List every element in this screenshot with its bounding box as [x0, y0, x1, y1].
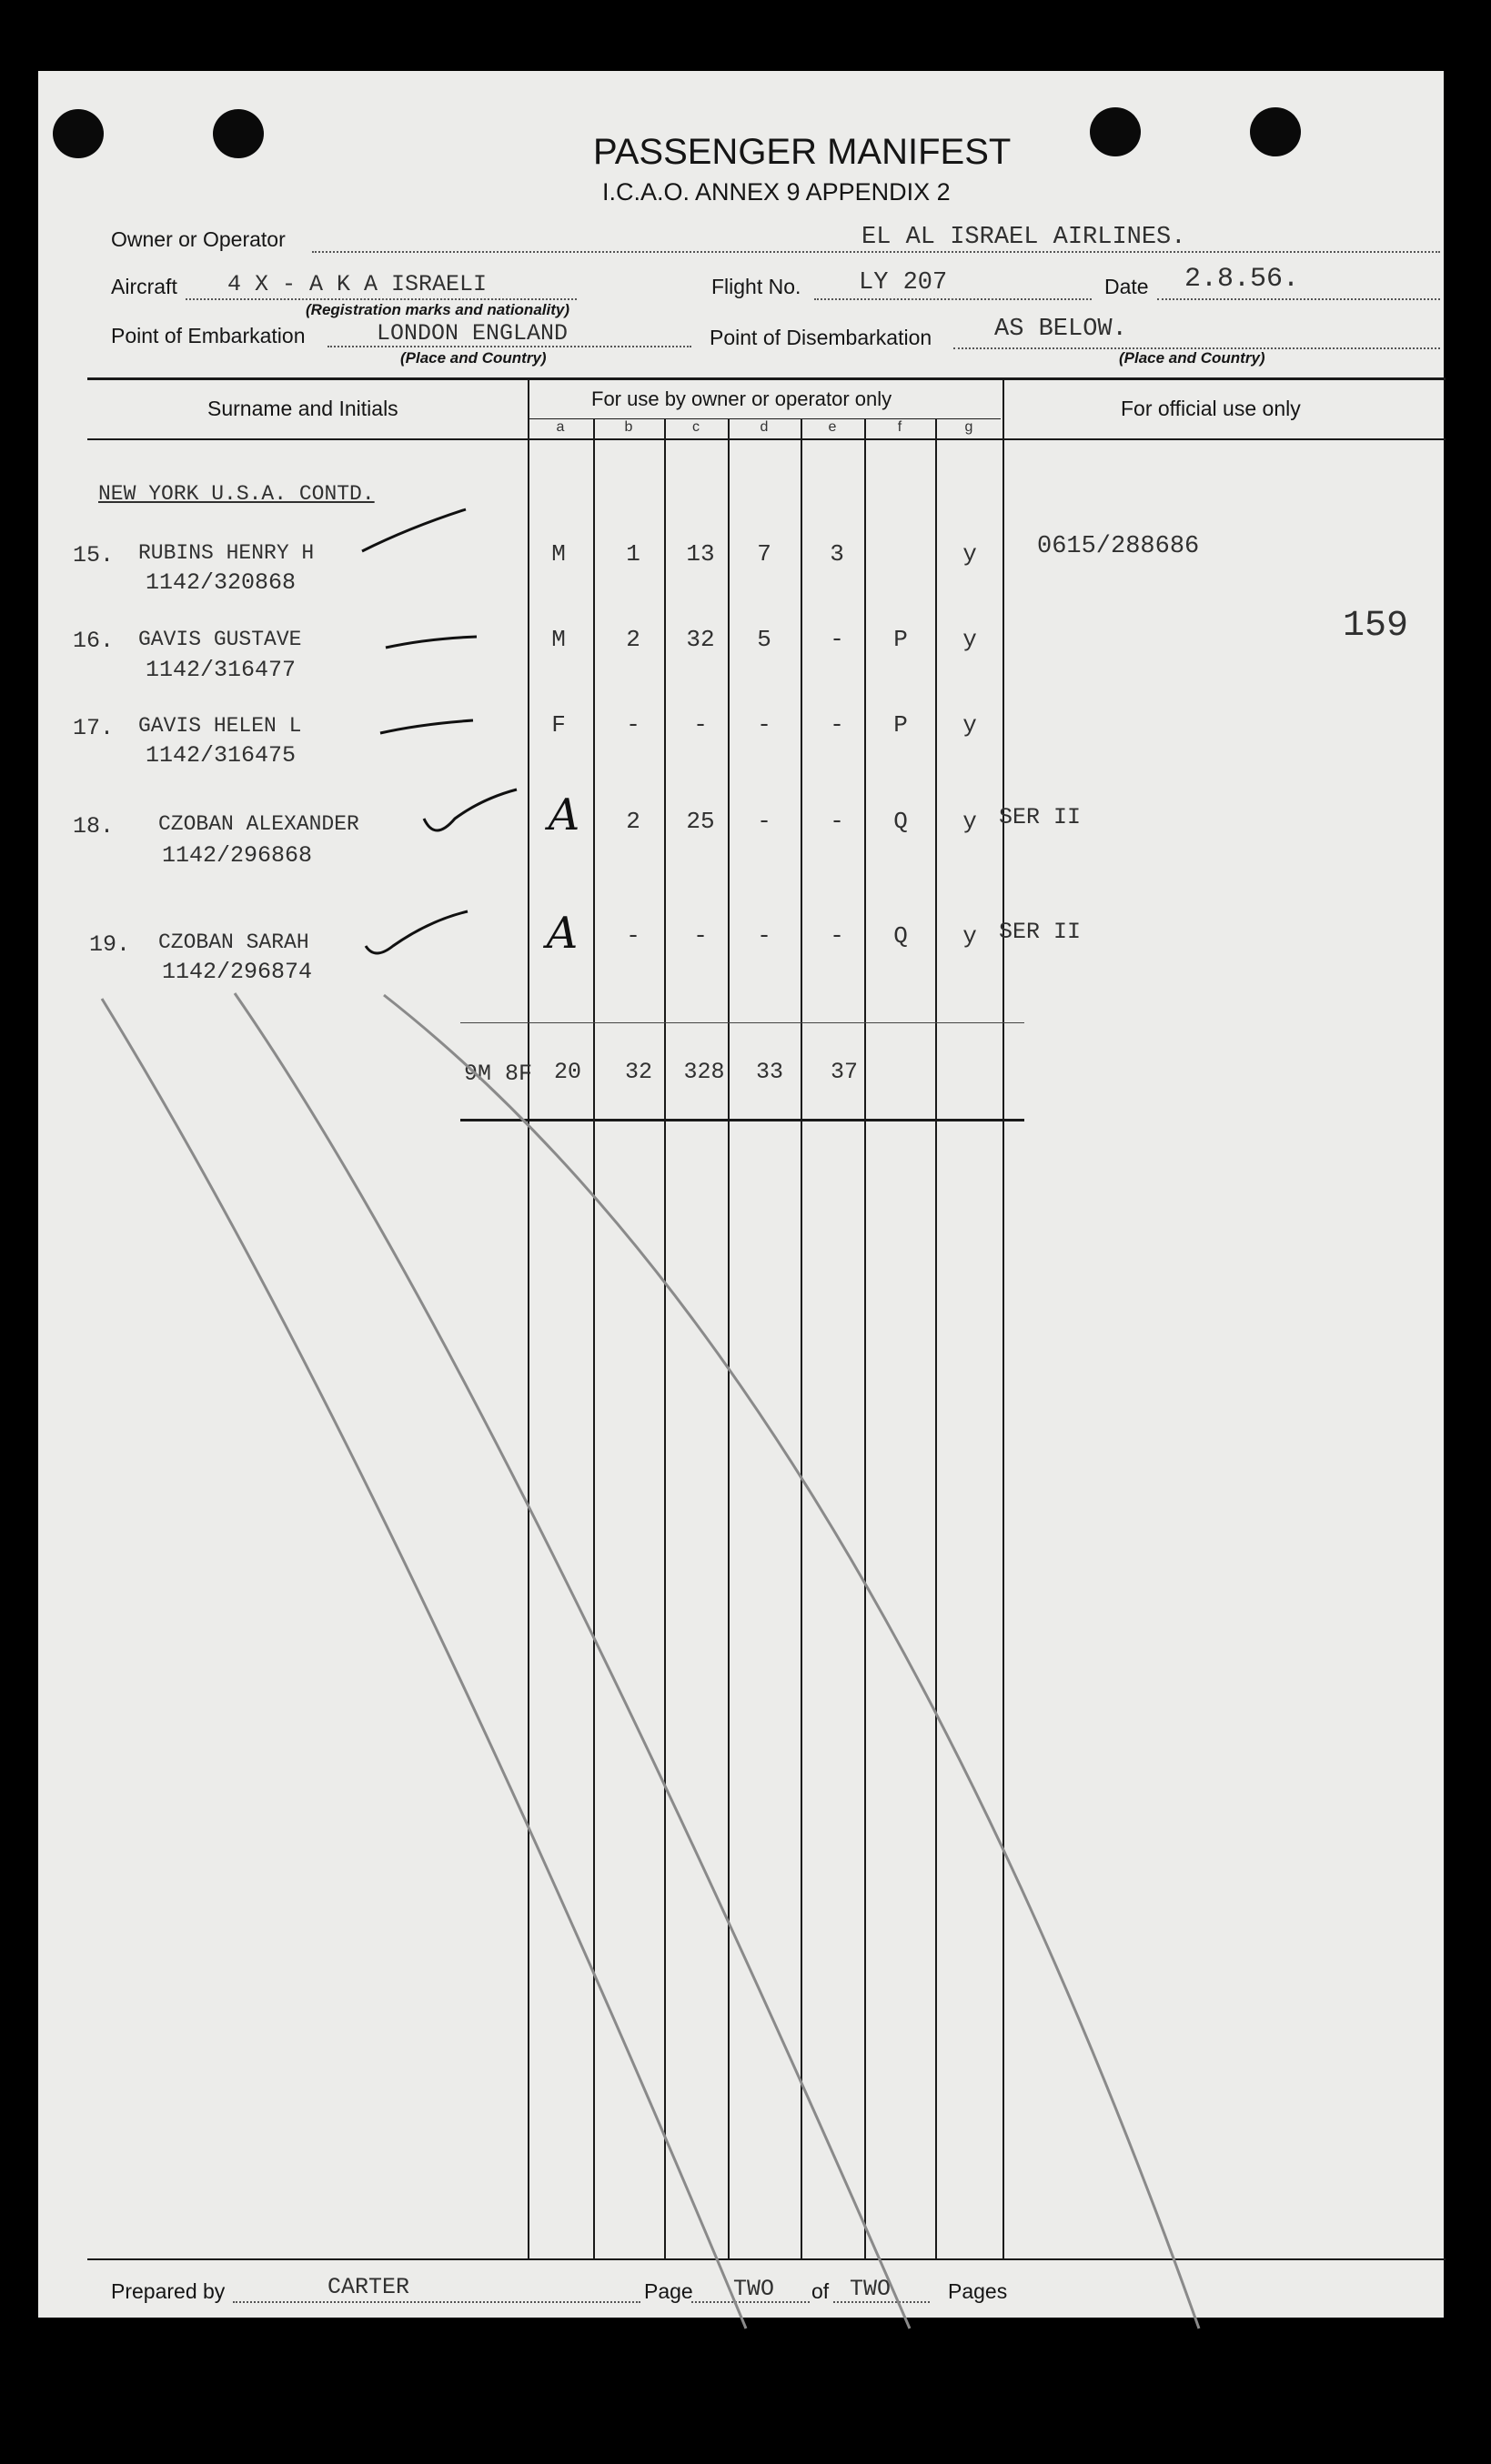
cell-g: y	[962, 711, 977, 739]
cell-e: -	[830, 626, 844, 653]
pages-label: Pages	[948, 2279, 1008, 2303]
cell-a: M	[551, 540, 566, 568]
cell-d: -	[757, 922, 771, 950]
date-value: 2.8.56.	[1184, 264, 1300, 295]
check-mark	[366, 911, 468, 953]
of-value: TWO	[850, 2276, 892, 2302]
flight-label: Flight No.	[711, 275, 801, 298]
cell-d: -	[757, 711, 771, 739]
passenger-ref: 1142/316477	[146, 657, 297, 683]
subcol-a: a	[556, 419, 565, 435]
total-a: 20	[553, 1059, 581, 1085]
totals-prefix: 9M 8F	[464, 1061, 533, 1087]
embark-note: (Place and Country)	[400, 349, 547, 367]
margin-number: 159	[1343, 606, 1409, 647]
cell-g: y	[962, 922, 977, 950]
cell-f: P	[893, 626, 908, 653]
check-mark	[424, 789, 517, 830]
pencil-stroke	[102, 999, 746, 2328]
cell-g: y	[962, 808, 977, 835]
check-mark	[386, 637, 477, 648]
row-number: 18.	[73, 813, 115, 840]
aircraft-label: Aircraft	[111, 275, 177, 298]
prepared-value: CARTER	[327, 2274, 410, 2300]
cell-d: 7	[757, 540, 771, 568]
subcol-g: g	[964, 419, 973, 435]
cell-a: F	[551, 711, 566, 739]
cell-e: 3	[830, 540, 844, 568]
of-label: of	[811, 2279, 830, 2303]
aircraft-note: (Registration marks and nationality)	[306, 301, 569, 318]
form-title: PASSENGER MANIFEST	[593, 132, 1012, 172]
cell-c: 13	[686, 540, 715, 568]
cell-d: -	[757, 808, 771, 835]
pencil-stroke	[235, 993, 910, 2328]
check-mark	[380, 720, 473, 733]
col-header-official: For official use only	[1121, 397, 1301, 420]
cell-b: 2	[626, 626, 640, 653]
total-e: 37	[830, 1059, 858, 1085]
passenger-ref: 1142/320868	[146, 569, 297, 596]
cell-f: Q	[893, 808, 908, 835]
cell-c: -	[693, 711, 708, 739]
cell-e: -	[830, 808, 844, 835]
disembark-value: AS BELOW.	[994, 316, 1127, 343]
passenger-ref: 1142/296868	[162, 842, 313, 869]
prepared-label: Prepared by	[111, 2279, 226, 2303]
cell-c: -	[693, 922, 708, 950]
cell-b: -	[626, 922, 640, 950]
owner-label: Owner or Operator	[111, 227, 286, 251]
page-value: TWO	[733, 2276, 775, 2302]
disembark-label: Point of Disembarkation	[710, 326, 932, 349]
subcol-f: f	[897, 419, 902, 435]
disembark-note: (Place and Country)	[1119, 349, 1265, 367]
passenger-name: RUBINS HENRY H	[138, 541, 315, 565]
check-mark	[362, 509, 466, 551]
official-entry: SER II	[999, 919, 1082, 945]
official-entry: SER II	[999, 804, 1082, 830]
cell-b: 2	[626, 808, 640, 835]
aircraft-value: 4 X - A K A ISRAELI	[227, 271, 488, 297]
embark-value: LONDON ENGLAND	[377, 320, 569, 347]
cell-g: y	[962, 626, 977, 653]
cell-c: 32	[686, 626, 715, 653]
total-d: 33	[755, 1059, 783, 1085]
cell-a-handwritten: A	[548, 789, 580, 840]
passenger-name: CZOBAN SARAH	[158, 930, 309, 954]
passenger-name: GAVIS GUSTAVE	[138, 628, 302, 651]
owner-value: EL AL ISRAEL AIRLINES.	[861, 224, 1186, 251]
cell-f: Q	[893, 922, 908, 950]
subcol-e: e	[828, 419, 837, 435]
passenger-ref: 1142/296874	[162, 959, 313, 985]
col-header-name: Surname and Initials	[207, 397, 398, 420]
row-number: 17.	[73, 715, 115, 741]
passenger-name: GAVIS HELEN L	[138, 714, 302, 738]
cell-e: -	[830, 711, 844, 739]
embark-label: Point of Embarkation	[111, 324, 306, 347]
row-number: 16.	[73, 628, 115, 654]
cell-e: -	[830, 922, 844, 950]
cell-g: y	[962, 540, 977, 568]
row-number: 15.	[73, 542, 115, 568]
cell-b: -	[626, 711, 640, 739]
row-number: 19.	[89, 931, 131, 958]
form-subtitle: I.C.A.O. ANNEX 9 APPENDIX 2	[602, 178, 951, 206]
col-header-owner: For use by owner or operator only	[591, 387, 892, 410]
cell-c: 25	[686, 808, 715, 835]
cell-b: 1	[626, 540, 640, 568]
subcol-b: b	[624, 419, 633, 435]
section-heading: NEW YORK U.S.A. CONTD.	[98, 482, 375, 506]
date-label: Date	[1104, 275, 1149, 298]
subcol-c: c	[692, 419, 700, 435]
flight-value: LY 207	[859, 269, 948, 297]
cell-f: P	[893, 711, 908, 739]
passenger-name: CZOBAN ALEXANDER	[158, 812, 359, 836]
pencil-stroke	[384, 995, 1199, 2328]
cell-a: M	[551, 626, 566, 653]
cell-a-handwritten: A	[546, 908, 579, 959]
total-c: 328	[683, 1059, 725, 1085]
official-entry: 0615/288686	[1037, 533, 1200, 560]
subcol-d: d	[760, 419, 769, 435]
total-b: 32	[624, 1059, 652, 1085]
page-label: Page	[644, 2279, 693, 2303]
cell-d: 5	[757, 626, 771, 653]
passenger-ref: 1142/316475	[146, 742, 297, 769]
